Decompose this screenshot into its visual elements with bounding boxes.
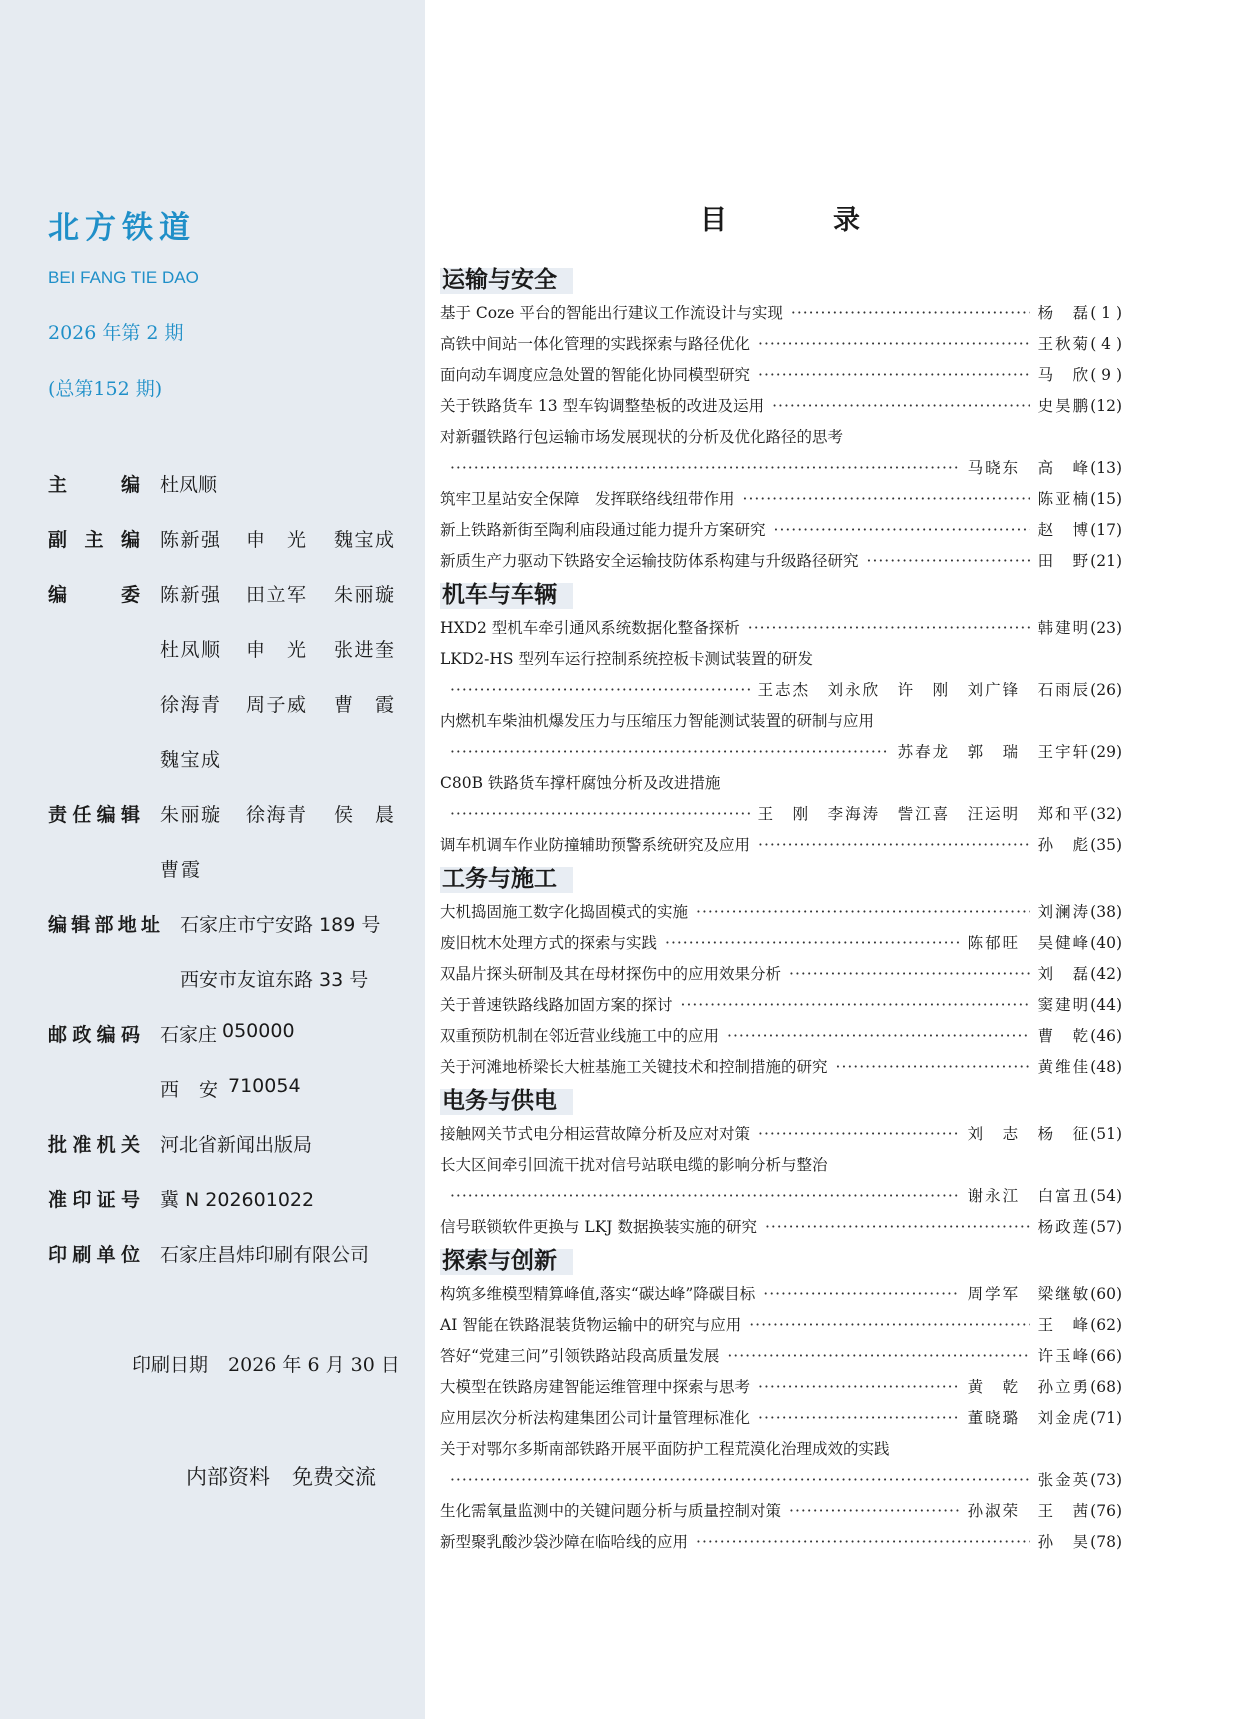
toc-entry-continuation bbox=[440, 799, 1122, 830]
toc-entry bbox=[440, 928, 1122, 959]
toc-entry-authors: 马晓东 高 峰 bbox=[967, 459, 1091, 477]
toc-entry-title: AI 智能在铁路混装货物运输中的研究与应用 bbox=[440, 1316, 742, 1334]
toc-entry-title: 大模型在铁路房建智能运维管理中探索与思考 bbox=[440, 1378, 751, 1396]
toc-entry bbox=[440, 1372, 1122, 1403]
internal-note-text: 内部资料 bbox=[186, 1465, 270, 1489]
committee-member: 徐海青 bbox=[160, 694, 220, 716]
toc-entry-authors: 刘 志 杨 征 bbox=[967, 1125, 1091, 1143]
toc-entry-page: (42) bbox=[1090, 965, 1122, 983]
toc-entry bbox=[440, 1212, 1122, 1243]
toc-entry-page: (29) bbox=[1090, 743, 1122, 761]
deputy-editor-label: 副主编 bbox=[48, 529, 140, 551]
toc-entry-continuation bbox=[440, 453, 1122, 484]
toc-entry-authors: 陈亚楠 bbox=[1037, 490, 1091, 508]
toc-entry bbox=[440, 897, 1122, 928]
committee-member: 张进奎 bbox=[334, 639, 394, 661]
committee-member: 陈新强 bbox=[160, 584, 220, 606]
toc-section-heading: 探索与创新 bbox=[440, 1243, 1122, 1279]
toc-entry bbox=[440, 959, 1122, 990]
toc-entry-title: 双晶片探头研制及其在母材探伤中的应用效果分析 bbox=[440, 965, 782, 983]
dot-leader bbox=[791, 298, 1030, 329]
toc-entry-authors: 马 欣 bbox=[1037, 366, 1091, 384]
dot-leader bbox=[743, 484, 1030, 515]
deputy-editor-name: 申光 bbox=[246, 529, 306, 551]
toc-entry-title: 基于 Coze 平台的智能出行建议工作流设计与实现 bbox=[440, 304, 783, 322]
toc-entry bbox=[440, 298, 1122, 329]
toc-entry-page: (54) bbox=[1090, 1187, 1122, 1205]
toc-entry-title: 废旧枕木处理方式的探索与实践 bbox=[440, 934, 658, 952]
approval-label: 批准机关 bbox=[48, 1134, 140, 1156]
toc-entry-authors: 曹 乾 bbox=[1037, 1027, 1091, 1045]
toc-entry-title: 关于对鄂尔多斯南部铁路开展平面防护工程荒漠化治理成效的实践 bbox=[440, 1440, 890, 1458]
permit-label: 准印证号 bbox=[48, 1189, 140, 1211]
postal-code: 050000 bbox=[222, 1020, 295, 1042]
toc-entry-page: (40) bbox=[1090, 934, 1122, 952]
dot-leader bbox=[696, 897, 1030, 928]
toc-entry-authors: 窦建明 bbox=[1037, 996, 1091, 1014]
committee-member: 申光 bbox=[246, 639, 306, 661]
toc-entry-title: 面向动车调度应急处置的智能化协同模型研究 bbox=[440, 366, 751, 384]
dot-leader bbox=[748, 613, 1030, 644]
toc-entry-authors: 陈郁旺 吴健峰 bbox=[967, 934, 1091, 952]
dot-leader bbox=[758, 1119, 960, 1150]
toc-entry-title: 生化需氧量监测中的关键问题分析与质量控制对策 bbox=[440, 1502, 782, 1520]
committee-member: 朱丽璇 bbox=[334, 584, 394, 606]
toc-entry-authors: 杨 磊 bbox=[1037, 304, 1091, 322]
toc-entry-continuation bbox=[440, 737, 1122, 768]
chief-editor-label: 主编 bbox=[48, 474, 140, 496]
toc-entry-page: (66) bbox=[1090, 1347, 1122, 1365]
toc-entry bbox=[440, 1310, 1122, 1341]
dot-leader bbox=[789, 959, 1030, 990]
toc-entry-authors: 苏春龙 郭 瑞 王宇轩 bbox=[897, 743, 1091, 761]
toc-entry-authors: 张金英 bbox=[1037, 1471, 1091, 1489]
toc-entry bbox=[440, 1527, 1122, 1558]
dot-leader bbox=[450, 453, 960, 484]
toc-entry-authors: 黄 乾 孙立勇 bbox=[967, 1378, 1091, 1396]
toc-entry-title: 关于普速铁路线路加固方案的探讨 bbox=[440, 996, 673, 1014]
dot-leader bbox=[665, 928, 960, 959]
dot-leader bbox=[867, 546, 1030, 577]
toc-entry-page: (71) bbox=[1090, 1409, 1122, 1427]
toc-entry bbox=[440, 1403, 1122, 1434]
toc-entry-title: 双重预防机制在邻近营业线施工中的应用 bbox=[440, 1027, 720, 1045]
dot-leader bbox=[758, 830, 1030, 861]
toc-entry-page: (68) bbox=[1090, 1378, 1122, 1396]
toc-entry-page: (26) bbox=[1090, 681, 1122, 699]
deputy-editor-name: 陈新强 bbox=[160, 529, 220, 551]
toc-title: 目录 bbox=[700, 205, 860, 236]
toc-entry bbox=[440, 990, 1122, 1021]
dot-leader bbox=[450, 737, 890, 768]
toc-entry-page: (46) bbox=[1090, 1027, 1122, 1045]
dot-leader bbox=[836, 1052, 1030, 1083]
postal-city: 西安 bbox=[160, 1079, 218, 1101]
toc-entry bbox=[440, 484, 1122, 515]
toc-entry-title: 长大区间牵引回流干扰对信号站联电缆的影响分析与整治 bbox=[440, 1156, 828, 1174]
chief-editor-name: 杜凤顺 bbox=[160, 474, 218, 496]
toc-entry bbox=[440, 329, 1122, 360]
toc-entry bbox=[440, 422, 1122, 453]
toc-entry-title: 信号联锁软件更换与 LKJ 数据换装实施的研究 bbox=[440, 1218, 757, 1236]
deputy-editor-name: 魏宝成 bbox=[334, 529, 394, 551]
dot-leader bbox=[696, 1527, 1030, 1558]
toc-entry-authors: 王 刚 李海涛 訾江喜 汪运明 郑和平 bbox=[757, 805, 1091, 823]
toc-entry-page: ( 4 ) bbox=[1090, 335, 1122, 353]
toc-entry bbox=[440, 1052, 1122, 1083]
toc-entry-title: 对新疆铁路行包运输市场发展现状的分析及优化路径的思考 bbox=[440, 428, 844, 446]
dot-leader bbox=[789, 1496, 960, 1527]
toc-entry-title: 关于铁路货车 13 型车钩调整垫板的改进及运用 bbox=[440, 397, 765, 415]
toc-entry-page: (23) bbox=[1090, 619, 1122, 637]
dot-leader bbox=[758, 360, 1030, 391]
toc-entry-page: (38) bbox=[1090, 903, 1122, 921]
toc-entry-authors: 王秋菊 bbox=[1037, 335, 1091, 353]
left-sidebar bbox=[0, 0, 425, 1719]
internal-note-text: 免费交流 bbox=[292, 1465, 376, 1489]
responsible-editor-name: 曹霞 bbox=[160, 859, 200, 881]
toc-entry-page: (32) bbox=[1090, 805, 1122, 823]
toc-entry-title: HXD2 型机车牵引通风系统数据化整备探析 bbox=[440, 619, 740, 637]
toc-entry-authors: 许玉峰 bbox=[1037, 1347, 1091, 1365]
toc-entry-page: (78) bbox=[1090, 1533, 1122, 1551]
address-line: 石家庄市宁安路 189 号 bbox=[180, 914, 381, 936]
toc-entry-page: (15) bbox=[1090, 490, 1122, 508]
toc-entry-authors: 杨政莲 bbox=[1037, 1218, 1091, 1236]
journal-pinyin: BEI FANG TIE DAO bbox=[48, 268, 199, 287]
toc-entry-page: ( 1 ) bbox=[1090, 304, 1122, 322]
dot-leader bbox=[727, 1021, 1030, 1052]
dot-leader bbox=[758, 1372, 960, 1403]
committee-label: 编委 bbox=[48, 584, 140, 606]
toc-entry-page: (62) bbox=[1090, 1316, 1122, 1334]
toc-entry bbox=[440, 830, 1122, 861]
dot-leader bbox=[727, 1341, 1029, 1372]
toc-entry-title: 关于河滩地桥梁长大桩基施工关键技术和控制措施的研究 bbox=[440, 1058, 828, 1076]
dot-leader bbox=[450, 1465, 1030, 1496]
issue-number: 2026 年第 2 期 bbox=[48, 322, 184, 344]
toc-entry-authors: 赵 博 bbox=[1037, 521, 1091, 539]
toc-entry bbox=[440, 1150, 1122, 1181]
committee-member: 曹霞 bbox=[334, 694, 394, 716]
toc-entry-title: 构筑多维模型精算峰值,落实“碳达峰”降碳目标 bbox=[440, 1285, 756, 1303]
toc-entry-title: C80B 铁路货车撑杆腐蚀分析及改进措施 bbox=[440, 774, 721, 792]
total-issue-number: (总第152 期) bbox=[48, 378, 163, 400]
toc-entry-authors: 孙淑荣 王 茜 bbox=[967, 1502, 1091, 1520]
toc-entry bbox=[440, 613, 1122, 644]
toc-entry bbox=[440, 1341, 1122, 1372]
toc-entry bbox=[440, 1434, 1122, 1465]
postal-code: 710054 bbox=[228, 1075, 301, 1097]
toc-entry bbox=[440, 360, 1122, 391]
toc-entry-title: LKD2-HS 型列车运行控制系统控板卡测试装置的研发 bbox=[440, 650, 813, 668]
responsible-editor-name: 侯晨 bbox=[334, 804, 394, 826]
committee-member: 杜凤顺 bbox=[160, 639, 220, 661]
toc-section-heading: 机车与车辆 bbox=[440, 577, 1122, 613]
toc-entry-authors: 田 野 bbox=[1037, 552, 1091, 570]
toc-entry-title: 大机捣固施工数字化捣固模式的实施 bbox=[440, 903, 689, 921]
postal-label: 邮政编码 bbox=[48, 1024, 140, 1046]
toc-entry-page: (48) bbox=[1090, 1058, 1122, 1076]
committee-member: 魏宝成 bbox=[160, 749, 220, 771]
toc-entry-continuation bbox=[440, 1181, 1122, 1212]
toc-entry-continuation bbox=[440, 675, 1122, 706]
toc-entry-title: 新上铁路新街至陶利庙段通过能力提升方案研究 bbox=[440, 521, 766, 539]
toc-entry-authors: 谢永江 白富丑 bbox=[967, 1187, 1091, 1205]
toc-entry-title: 接触网关节式电分相运营故障分析及应对对策 bbox=[440, 1125, 751, 1143]
permit-number: 冀 N 202601022 bbox=[160, 1189, 315, 1211]
toc-entry bbox=[440, 391, 1122, 422]
postal-city: 石家庄 bbox=[160, 1024, 218, 1046]
toc-entry-page: (60) bbox=[1090, 1285, 1122, 1303]
table-of-contents bbox=[440, 262, 1122, 1558]
toc-entry bbox=[440, 1021, 1122, 1052]
toc-section-heading: 电务与供电 bbox=[440, 1083, 1122, 1119]
toc-entry-page: (12) bbox=[1090, 397, 1122, 415]
toc-entry bbox=[440, 1496, 1122, 1527]
print-date-label: 印刷日期 bbox=[132, 1354, 209, 1376]
address-label: 编辑部地址 bbox=[48, 914, 160, 936]
dot-leader bbox=[765, 1212, 1030, 1243]
toc-entry-authors: 王志杰 刘永欣 许 刚 刘广锋 石雨辰 bbox=[757, 681, 1091, 699]
toc-entry-title: 调车机调车作业防撞辅助预警系统研究及应用 bbox=[440, 836, 751, 854]
toc-entry-authors: 孙 昊 bbox=[1037, 1533, 1091, 1551]
toc-section-heading: 运输与安全 bbox=[440, 262, 1122, 298]
print-date-value: 2026 年 6 月 30 日 bbox=[228, 1354, 400, 1376]
dot-leader bbox=[763, 1279, 959, 1310]
toc-entry-authors: 刘 磊 bbox=[1037, 965, 1091, 983]
toc-entry-authors: 周学军 梁继敏 bbox=[967, 1285, 1091, 1303]
printer-label: 印刷单位 bbox=[48, 1244, 140, 1266]
dot-leader bbox=[450, 1181, 960, 1212]
internal-note bbox=[186, 1461, 376, 1491]
toc-entry-authors: 董晓璐 刘金虎 bbox=[967, 1409, 1091, 1427]
toc-entry bbox=[440, 546, 1122, 577]
toc-entry-title: 高铁中间站一体化管理的实践探索与路径优化 bbox=[440, 335, 751, 353]
toc-entry-title: 内燃机车柴油机爆发压力与压缩压力智能测试装置的研制与应用 bbox=[440, 712, 875, 730]
dot-leader bbox=[758, 329, 1030, 360]
toc-entry-authors: 黄维佳 bbox=[1037, 1058, 1091, 1076]
dot-leader bbox=[758, 1403, 960, 1434]
toc-entry bbox=[440, 515, 1122, 546]
toc-entry-authors: 王 峰 bbox=[1037, 1316, 1091, 1334]
toc-entry-page: (73) bbox=[1090, 1471, 1122, 1489]
toc-entry-title: 应用层次分析法构建集团公司计量管理标准化 bbox=[440, 1409, 751, 1427]
dot-leader bbox=[774, 515, 1030, 546]
toc-entry-page: (57) bbox=[1090, 1218, 1122, 1236]
dot-leader bbox=[681, 990, 1030, 1021]
toc-entry-page: ( 9 ) bbox=[1090, 366, 1122, 384]
dot-leader bbox=[450, 799, 750, 830]
address-line: 西安市友谊东路 33 号 bbox=[180, 969, 369, 991]
toc-entry-title: 新型聚乳酸沙袋沙障在临哈线的应用 bbox=[440, 1533, 689, 1551]
toc-entry bbox=[440, 1119, 1122, 1150]
toc-entry-page: (51) bbox=[1090, 1125, 1122, 1143]
responsible-editor-name: 徐海青 bbox=[246, 804, 306, 826]
toc-entry-page: (13) bbox=[1090, 459, 1122, 477]
toc-entry-title: 筑牢卫星站安全保障 发挥联络线纽带作用 bbox=[440, 490, 735, 508]
committee-member: 周子威 bbox=[246, 694, 306, 716]
toc-entry bbox=[440, 1279, 1122, 1310]
dot-leader bbox=[772, 391, 1030, 422]
toc-entry-title: 答好“党建三问”引领铁路站段高质量发展 bbox=[440, 1347, 720, 1365]
toc-section-heading: 工务与施工 bbox=[440, 861, 1122, 897]
toc-entry-authors: 刘澜涛 bbox=[1037, 903, 1091, 921]
responsible-editor-label: 责任编辑 bbox=[48, 804, 140, 826]
toc-entry-page: (44) bbox=[1090, 996, 1122, 1014]
journal-title: 北方铁道 bbox=[48, 210, 196, 246]
toc-entry-page: (35) bbox=[1090, 836, 1122, 854]
toc-entry-authors: 韩建明 bbox=[1037, 619, 1091, 637]
toc-entry-authors: 史昊鹏 bbox=[1037, 397, 1091, 415]
toc-entry bbox=[440, 706, 1122, 737]
approval-authority: 河北省新闻出版局 bbox=[160, 1134, 313, 1156]
toc-entry-page: (21) bbox=[1090, 552, 1122, 570]
toc-entry-continuation bbox=[440, 1465, 1122, 1496]
responsible-editor-name: 朱丽璇 bbox=[160, 804, 220, 826]
toc-entry-authors: 孙 彪 bbox=[1037, 836, 1091, 854]
committee-member: 田立军 bbox=[246, 584, 306, 606]
dot-leader bbox=[450, 675, 750, 706]
printer-name: 石家庄昌炜印刷有限公司 bbox=[160, 1244, 370, 1266]
toc-entry-page: (17) bbox=[1090, 521, 1122, 539]
toc-entry bbox=[440, 768, 1122, 799]
toc-entry-page: (76) bbox=[1090, 1502, 1122, 1520]
print-date bbox=[132, 1350, 400, 1377]
toc-entry-title: 新质生产力驱动下铁路安全运输技防体系构建与升级路径研究 bbox=[440, 552, 859, 570]
toc-entry bbox=[440, 644, 1122, 675]
dot-leader bbox=[749, 1310, 1029, 1341]
